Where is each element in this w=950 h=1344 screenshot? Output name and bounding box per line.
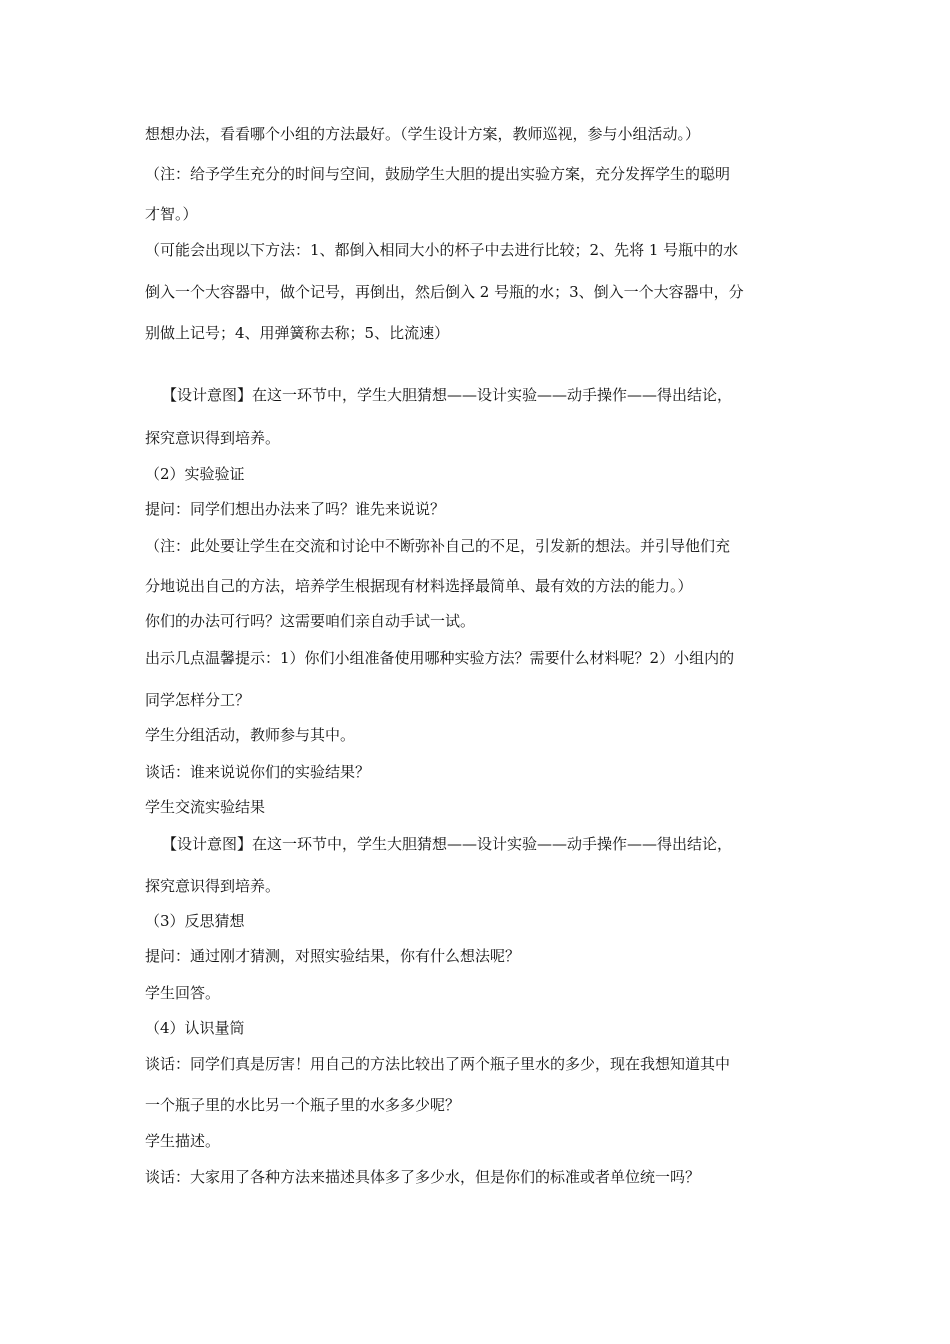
text-line: 谈话：谁来说说你们的实验结果？	[145, 763, 371, 781]
text-line: （可能会出现以下方法：1、都倒入相同大小的杯子中去进行比较；2、先将 1 号瓶中的水	[145, 241, 739, 259]
text-line: 倒入一个大容器中，做个记号，再倒出，然后倒入 2 号瓶的水；3、倒入一个大容器中，分	[145, 283, 744, 301]
design-intent-heading: 【设计意图】在这一环节中，学生大胆猜想——设计实验——动手操作——得出结论，	[162, 386, 733, 404]
text-line: 想想办法，看看哪个小组的方法最好。（学生设计方案，教师巡视，参与小组活动。）	[145, 125, 701, 143]
text-line: 一个瓶子里的水比另一个瓶子里的水多多少呢？	[145, 1096, 461, 1114]
text-line: 提问：通过刚才猜测，对照实验结果，你有什么想法呢？	[145, 947, 521, 965]
text-line: 学生分组活动，教师参与其中。	[145, 726, 356, 744]
text-line: 分地说出自己的方法，培养学生根据现有材料选择最简单、最有效的方法的能力。）	[145, 577, 693, 595]
text-line: 探究意识得到培养。	[145, 429, 281, 447]
text-line: 谈话：同学们真是厉害！用自己的方法比较出了两个瓶子里水的多少，现在我想知道其中	[145, 1055, 731, 1073]
text-line: 学生交流实验结果	[145, 798, 266, 816]
section-heading: （3）反思猜想	[145, 912, 245, 930]
text-line: 学生描述。	[145, 1132, 221, 1150]
text-line: （注：给予学生充分的时间与空间，鼓励学生大胆的提出实验方案，充分发挥学生的聪明	[145, 165, 731, 183]
text-line: 探究意识得到培养。	[145, 877, 281, 895]
section-heading: （4）认识量筒	[145, 1019, 245, 1037]
text-line: （注：此处要让学生在交流和讨论中不断弥补自己的不足，引发新的想法。并引导他们充	[145, 537, 731, 555]
text-line: 出示几点温馨提示：1）你们小组准备使用哪种实验方法？需要什么材料呢？2）小组内的	[145, 649, 735, 667]
text-line: 谈话：大家用了各种方法来描述具体多了多少水，但是你们的标准或者单位统一吗？	[145, 1168, 701, 1186]
text-line: 你们的办法可行吗？这需要咱们亲自动手试一试。	[145, 612, 476, 630]
design-intent-heading: 【设计意图】在这一环节中，学生大胆猜想——设计实验——动手操作——得出结论，	[162, 835, 733, 853]
text-line: 提问：同学们想出办法来了吗？谁先来说说？	[145, 500, 446, 518]
section-heading: （2）实验验证	[145, 465, 245, 483]
text-line: 别做上记号；4、用弹簧称去称；5、比流速）	[145, 324, 450, 342]
text-line: 才智。）	[145, 205, 198, 223]
text-line: 学生回答。	[145, 984, 221, 1002]
text-line: 同学怎样分工？	[145, 691, 251, 709]
